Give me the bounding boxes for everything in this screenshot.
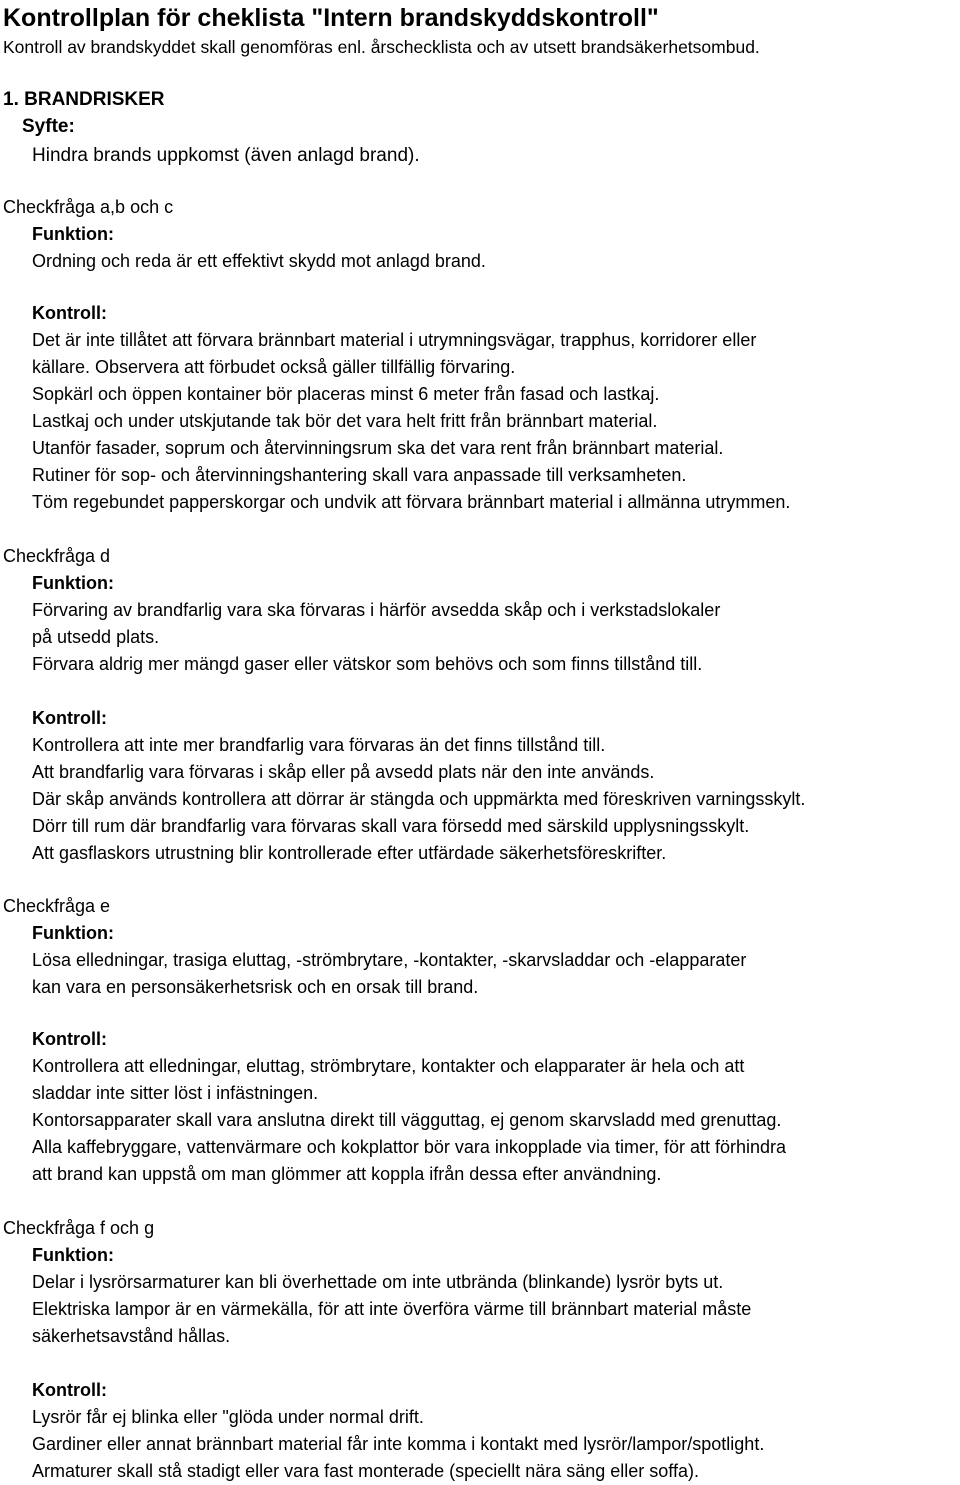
control-line-d: Kontrollera att inte mer brandfarlig vara förvaras än det finns tillstånd till. (32, 735, 606, 755)
purpose-label: Syfte: (22, 116, 75, 137)
control-line-e: Alla kaffebryggare, vattenvärmare och kokplattor bör vara inkopplade via timer, för att förhindra (32, 1137, 787, 1157)
function-line-abc: Ordning och reda är ett effektivt skydd mot anlagd brand. (32, 251, 486, 271)
control-line-abc: Lastkaj och under utskjutande tak bör det vara helt fritt från brännbart material. (32, 411, 658, 431)
document-subtitle: Kontroll av brandskyddet skall genomföras enl. årschecklista och av utsett brandsäkerhetsombud. (3, 37, 760, 57)
control-line-e: Kontrollera att elledningar, eluttag, strömbrytare, kontakter och elapparater är hela och att (32, 1056, 745, 1076)
function-line-fg: säkerhetsavstånd hållas. (32, 1326, 231, 1346)
function-label-d: Funktion: (32, 573, 114, 593)
control-line-d: Där skåp används kontrollera att dörrar är stängda och uppmärkta med föreskriven varningsskylt. (32, 789, 806, 809)
control-line-e: sladdar inte sitter löst i infästningen. (32, 1083, 319, 1103)
check-question-e: Checkfråga e (3, 896, 111, 916)
check-question-fg: Checkfråga f och g (3, 1218, 155, 1238)
control-line-fg: Armaturer skall stå stadigt eller vara fast monterade (speciellt nära säng eller soffa). (32, 1461, 699, 1481)
control-line-fg: Gardiner eller annat brännbart material får inte komma i kontakt med lysrör/lampor/spotlight. (32, 1434, 765, 1454)
control-line-d: Att gasflaskors utrustning blir kontrollerade efter utfärdade säkerhetsföreskrifter. (32, 843, 667, 863)
control-line-abc: Det är inte tillåtet att förvara brännbart material i utrymningsvägar, trapphus, korridorer eller (32, 330, 757, 350)
control-line-abc: källare. Observera att förbudet också gäller tillfällig förvaring. (32, 357, 516, 377)
control-line-fg: Lysrör får ej blinka eller "glöda under normal drift. (32, 1407, 424, 1427)
control-line-abc: Töm regebundet papperskorgar och undvik att förvara brännbart material i allmänna utrymmen. (32, 492, 791, 512)
function-line-fg: Delar i lysrörsarmaturer kan bli överhettade om inte utbrända (blinkande) lysrör byts ut. (32, 1272, 724, 1292)
control-line-e: Kontorsapparater skall vara anslutna direkt till vägguttag, ej genom skarvsladd med grenuttag. (32, 1110, 782, 1130)
function-label-abc: Funktion: (32, 224, 114, 244)
control-line-d: Att brandfarlig vara förvaras i skåp eller på avsedd plats när den inte används. (32, 762, 655, 782)
control-line-abc: Utanför fasader, soprum och återvinningsrum ska det vara rent från brännbart material. (32, 438, 724, 458)
function-line-fg: Elektriska lampor är en värmekälla, för att inte överföra värme till brännbart material måste (32, 1299, 752, 1319)
function-label-e: Funktion: (32, 923, 114, 943)
control-line-e: att brand kan uppstå om man glömmer att koppla ifrån dessa efter användning. (32, 1164, 662, 1184)
section-heading: 1. BRANDRISKER (3, 89, 165, 110)
control-line-d: Dörr till rum där brandfarlig vara förvaras skall vara försedd med särskild upplysningsskylt. (32, 816, 750, 836)
function-line-d: Förvara aldrig mer mängd gaser eller vätskor som behövs och som finns tillstånd till. (32, 654, 703, 674)
function-line-e: kan vara en personsäkerhetsrisk och en orsak till brand. (32, 977, 479, 997)
control-label-abc: Kontroll: (32, 303, 107, 323)
control-label-e: Kontroll: (32, 1029, 107, 1049)
control-line-abc: Rutiner för sop- och återvinningshantering skall vara anpassade till verksamheten. (32, 465, 687, 485)
control-label-fg: Kontroll: (32, 1380, 107, 1400)
function-label-fg: Funktion: (32, 1245, 114, 1265)
purpose-text: Hindra brands uppkomst (även anlagd brand). (32, 145, 420, 166)
check-question-d: Checkfråga d (3, 546, 111, 566)
function-line-d: Förvaring av brandfarlig vara ska förvaras i härför avsedda skåp och i verkstadslokaler (32, 600, 721, 620)
control-line-abc: Sopkärl och öppen kontainer bör placeras minst 6 meter från fasad och lastkaj. (32, 384, 660, 404)
function-line-d: på utsedd plats. (32, 627, 160, 647)
document-title: Kontrollplan för cheklista "Intern brandskyddskontroll" (3, 4, 659, 32)
check-question-abc: Checkfråga a,b och c (3, 197, 174, 217)
function-line-e: Lösa elledningar, trasiga eluttag, -strömbrytare, -kontakter, -skarvsladdar och -elapparater (32, 950, 747, 970)
control-label-d: Kontroll: (32, 708, 107, 728)
